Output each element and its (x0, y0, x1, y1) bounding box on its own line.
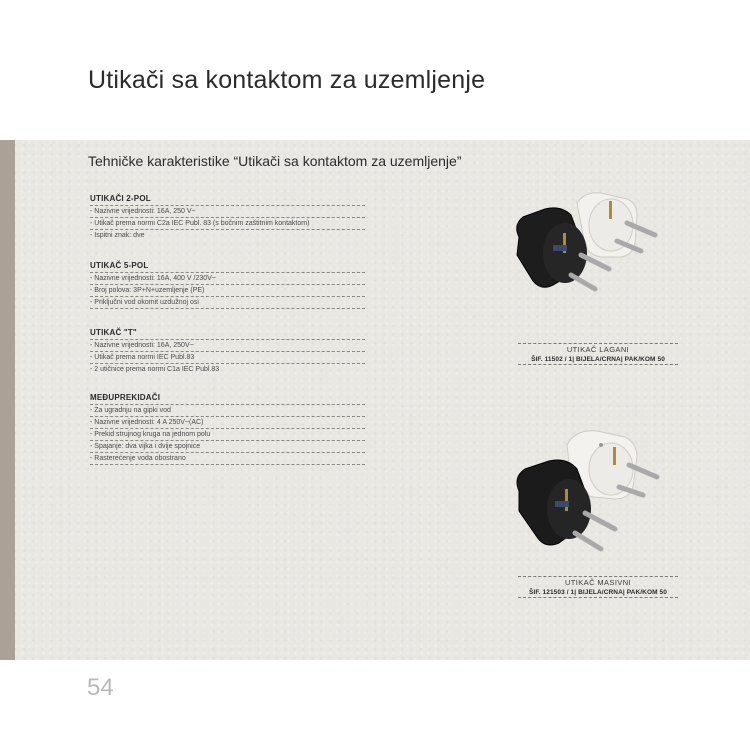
spec-line: - Broj polova: 3P+N+uzemljenje (PE) (90, 285, 365, 297)
product-code: ŠIF. 121503 / 1| BIJELA/CRNA| PAK/KOM 50 (518, 589, 678, 598)
spec-line: - Nazivne vrijednosti: 16A, 250V~ (90, 340, 365, 352)
section-heading: Tehničke karakteristike “Utikači sa kontaktom za uzemljenje” (88, 153, 462, 169)
product-caption-massive (518, 576, 678, 598)
spec-line: - Utikač prema normi C2a IEC Publ. 83 (s bočnim zaštitnim kontaktom) (90, 218, 365, 230)
caption-rule (518, 576, 678, 577)
product-name: UTIKAČ LAGANI (566, 345, 630, 354)
spec-line: - Rasterećenje voda obostrano (90, 453, 365, 465)
spec-line: - Spajanje: dva vijka i dvije spojnice (90, 441, 365, 453)
spec-line: - 2 utičnice prema normi C1a IEC Publ.83 (90, 366, 220, 373)
caption-rule (518, 343, 678, 344)
accent-bar (0, 140, 15, 660)
spec-line: - Ispitni znak: dve (90, 232, 145, 239)
content-panel (0, 140, 750, 660)
product-caption-light (518, 343, 678, 365)
product-name: UTIKAČ MASIVNI (564, 578, 632, 587)
spec-line: - Nazivne vrijednosti: 4 A 250V~(AC) (90, 417, 365, 429)
spec-line: - Za ugradnju na gipki vod (90, 405, 365, 417)
plug-light-image (505, 185, 675, 315)
spec-line: - Nazivne vrijednosti: 16A, 400 V /230V~ (90, 273, 365, 285)
spec-line: - Utikač prema normi IEC Publ.83 (90, 352, 365, 364)
spec-line: - Priključni vod okomit uzdužnoj osi (90, 297, 365, 309)
spec-group-title: UTIKAČ 5-POL (90, 260, 365, 273)
spec-line: - Prekid strujnog kruga na jednom polu (90, 429, 365, 441)
spec-group-medjuprekidaci (90, 392, 365, 465)
product-code: ŠIF. 11502 / 1| BIJELA/CRNA| PAK/KOM 50 (518, 356, 678, 365)
page-title: Utikači sa kontaktom za uzemljenje (88, 66, 486, 94)
spec-group-title: MEĐUPREKIDAČI (90, 392, 365, 405)
white-plug-icon (577, 193, 655, 257)
spec-group-2pol (90, 193, 365, 241)
spec-group-title: UTIKAČI 2-POL (90, 193, 365, 206)
page-number: 54 (87, 674, 114, 701)
spec-group-title: UTIKAČ "T" (90, 327, 365, 340)
spec-group-t (90, 327, 365, 375)
spec-group-5pol (90, 260, 365, 309)
spec-line: - Nazivne vrijednosti: 16A, 250 V~ (90, 206, 365, 218)
plug-massive-image (505, 425, 675, 565)
